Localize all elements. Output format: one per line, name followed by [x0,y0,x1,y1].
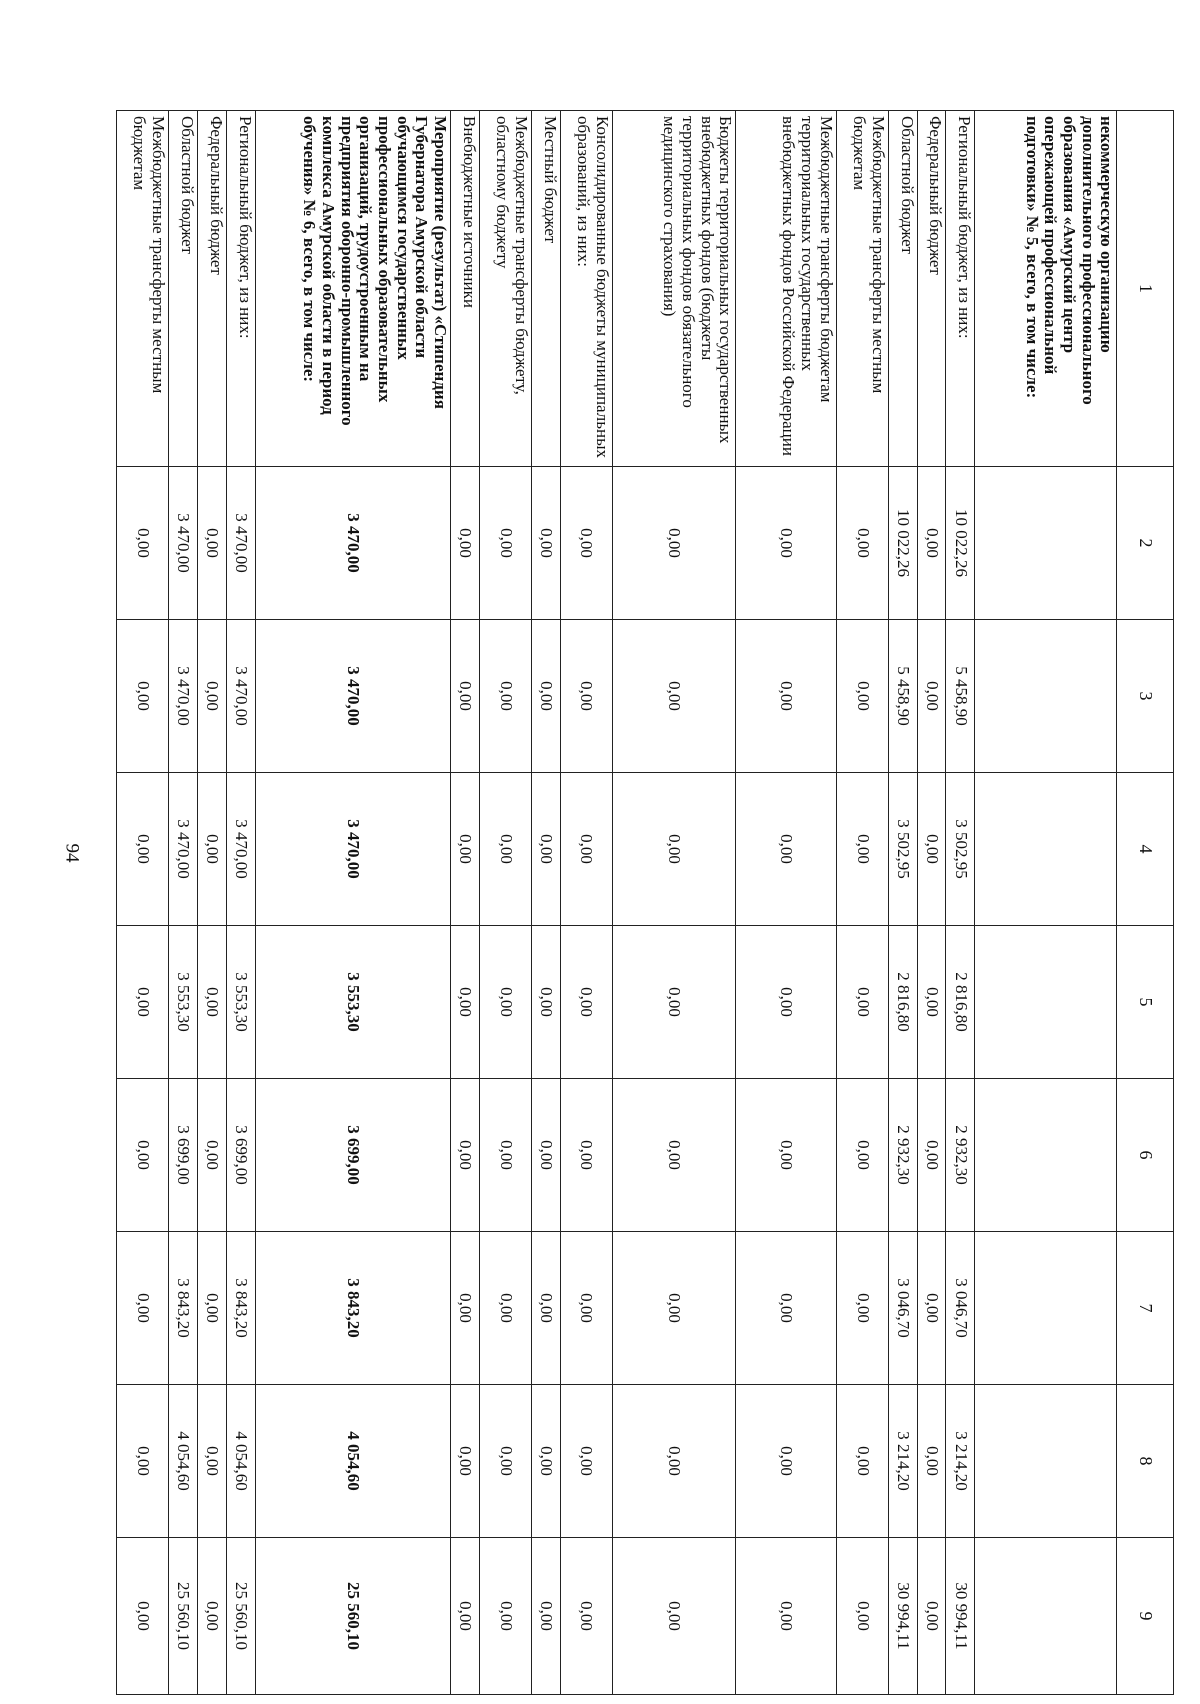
row-label: Межбюджетные трансферты бюджету, областному бюджету [479,111,531,467]
table-cell: 0,00 [197,467,226,620]
table-cell: 0,00 [479,620,531,773]
table-cell: 25 560,10 [255,1538,450,1695]
table-cell: 0,00 [450,926,479,1079]
table-cell: 0,00 [117,467,169,620]
table-cell: 3 553,30 [255,926,450,1079]
table-cell [975,1385,1117,1538]
table-cell: 0,00 [736,1538,837,1695]
table-cell: 0,00 [531,1079,560,1232]
column-header: 3 [1117,620,1174,773]
table-row [736,111,837,1695]
table-row [836,111,888,1695]
table-cell: 0,00 [531,926,560,1079]
table-cell: 0,00 [197,1232,226,1385]
table-cell [975,1538,1117,1695]
table-cell: 3 843,20 [255,1232,450,1385]
table-cell: 0,00 [117,1538,169,1695]
table-cell: 0,00 [917,1538,946,1695]
table-row [917,111,946,1695]
table-cell: 3 502,95 [946,773,975,926]
table-cell: 3 470,00 [169,467,198,620]
row-label: Межбюджетные трансферты бюджетам территориальных государственных внебюджетных фондов Российской Федерации [736,111,837,467]
table-cell: 0,00 [917,1232,946,1385]
table-cell: 0,00 [917,467,946,620]
table-cell: 3 470,00 [226,467,255,620]
table-cell: 0,00 [836,1232,888,1385]
table-cell: 0,00 [836,926,888,1079]
table-cell: 0,00 [117,1385,169,1538]
table-cell: 3 214,20 [946,1385,975,1538]
table-cell: 25 560,10 [226,1538,255,1695]
table-row [888,111,917,1695]
column-header: 7 [1117,1232,1174,1385]
column-header: 6 [1117,1079,1174,1232]
table-cell: 3 470,00 [226,620,255,773]
table-cell [975,1079,1117,1232]
table-cell: 0,00 [197,773,226,926]
table-cell: 0,00 [560,1079,612,1232]
table-cell: 25 560,10 [169,1538,198,1695]
table-cell: 0,00 [560,1538,612,1695]
table-cell: 2 932,30 [946,1079,975,1232]
table-cell: 0,00 [917,926,946,1079]
row-label: Региональный бюджет, из них: [226,111,255,467]
table-cell: 3 046,70 [946,1232,975,1385]
table-cell: 3 699,00 [169,1079,198,1232]
table-cell: 3 470,00 [255,620,450,773]
table-cell: 0,00 [612,1232,736,1385]
table-cell: 0,00 [117,1079,169,1232]
table-cell: 3 046,70 [888,1232,917,1385]
table-cell: 3 214,20 [888,1385,917,1538]
table-cell: 0,00 [117,926,169,1079]
table-cell: 3 470,00 [169,773,198,926]
table-cell: 5 458,90 [946,620,975,773]
table-cell: 0,00 [736,620,837,773]
table-cell: 3 699,00 [226,1079,255,1232]
table-cell: 0,00 [197,926,226,1079]
table-cell: 30 994,11 [888,1538,917,1695]
table-cell: 0,00 [836,467,888,620]
table-cell: 0,00 [479,773,531,926]
row-label: Бюджеты территориальных государственных внебюджетных фондов (бюджеты территориальных фондов обязательного медицинского страхования) [612,111,736,467]
table-cell: 2 816,80 [946,926,975,1079]
table-cell: 0,00 [531,467,560,620]
table-cell: 0,00 [117,620,169,773]
table-cell [975,1232,1117,1385]
table-cell: 0,00 [917,773,946,926]
table-row [975,111,1117,1695]
row-label: Федеральный бюджет [197,111,226,467]
table-cell: 0,00 [479,1232,531,1385]
table-cell: 0,00 [531,620,560,773]
row-label: Местный бюджет [531,111,560,467]
table-cell: 5 458,90 [888,620,917,773]
budget-table [116,110,1174,1695]
table-cell: 0,00 [560,467,612,620]
table-cell: 0,00 [736,1232,837,1385]
table-row [117,111,169,1695]
row-label: некоммерческую организацию дополнительного профессионального образования «Амурский центр опережающей профессиональной подготовки» № 5, всего, в том числе: [975,111,1117,467]
table-cell: 3 843,20 [226,1232,255,1385]
table-cell: 0,00 [479,1538,531,1695]
row-label: Областной бюджет [888,111,917,467]
table-cell: 0,00 [736,467,837,620]
page-number: 94 [61,843,83,863]
table-cell: 3 470,00 [226,773,255,926]
column-header: 1 [1117,111,1174,467]
table-cell: 3 470,00 [255,467,450,620]
table-cell: 0,00 [612,1385,736,1538]
table-row [479,111,531,1695]
table-cell: 0,00 [560,1385,612,1538]
table-row [946,111,975,1695]
table-cell: 4 054,60 [169,1385,198,1538]
table-cell: 0,00 [531,1538,560,1695]
table-cell: 0,00 [917,620,946,773]
row-label: Консолидированные бюджеты муниципальных образований, из них: [560,111,612,467]
table-cell: 0,00 [197,1385,226,1538]
table-cell: 0,00 [560,620,612,773]
table-cell: 0,00 [117,1232,169,1385]
column-header: 5 [1117,926,1174,1079]
column-header: 9 [1117,1538,1174,1695]
table-cell: 4 054,60 [226,1385,255,1538]
row-label: Мероприятие (результат) «Стипендия Губернатора Амурской области обучающимся государственных профессиональных образовательных организаций, трудоустроенным на предприятия оборонно-промышленного комплекса Амурской области в период обучения» № 6, всего, в том числе: [255,111,450,467]
table-cell: 0,00 [917,1079,946,1232]
table-cell: 0,00 [836,1538,888,1695]
row-label: Межбюджетные трансферты местным бюджетам [117,111,169,467]
table-cell: 0,00 [612,773,736,926]
table-cell: 0,00 [450,620,479,773]
rotated-table-container [48,110,1174,1694]
table-cell: 3 843,20 [169,1232,198,1385]
table-cell: 3 699,00 [255,1079,450,1232]
table-cell: 0,00 [479,926,531,1079]
table-cell: 0,00 [560,1232,612,1385]
row-label: Областной бюджет [169,111,198,467]
table-cell: 0,00 [736,1079,837,1232]
table-cell: 0,00 [736,1385,837,1538]
header-row [1117,111,1174,1695]
table-row [531,111,560,1695]
table-cell: 2 932,30 [888,1079,917,1232]
column-header: 4 [1117,773,1174,926]
table-row [169,111,198,1695]
table-cell: 0,00 [450,1232,479,1385]
table-cell: 0,00 [531,773,560,926]
column-header: 8 [1117,1385,1174,1538]
table-cell: 0,00 [450,1385,479,1538]
table-cell: 3 553,30 [169,926,198,1079]
table-cell: 0,00 [612,467,736,620]
table-cell: 0,00 [450,1079,479,1232]
row-label: Внебюджетные источники [450,111,479,467]
table-cell: 0,00 [531,1385,560,1538]
table-cell: 0,00 [836,1385,888,1538]
column-header: 2 [1117,467,1174,620]
table-cell: 0,00 [736,926,837,1079]
table-row [450,111,479,1695]
table-cell: 0,00 [197,620,226,773]
table-cell: 30 994,11 [946,1538,975,1695]
table-cell: 0,00 [479,467,531,620]
table-cell: 0,00 [612,1079,736,1232]
table-row [560,111,612,1695]
table-cell: 3 470,00 [169,620,198,773]
row-label: Межбюджетные трансферты местным бюджетам [836,111,888,467]
table-cell [975,620,1117,773]
table-cell: 0,00 [450,1538,479,1695]
row-label: Региональный бюджет, из них: [946,111,975,467]
table-cell: 0,00 [531,1232,560,1385]
table-cell: 3 470,00 [255,773,450,926]
table-cell: 3 502,95 [888,773,917,926]
table-cell: 0,00 [612,926,736,1079]
table-cell: 0,00 [836,620,888,773]
table-cell [975,467,1117,620]
table-cell: 10 022,26 [946,467,975,620]
table-cell [975,773,1117,926]
table-cell: 0,00 [560,926,612,1079]
table-row [226,111,255,1695]
table-cell: 10 022,26 [888,467,917,620]
table-cell: 0,00 [479,1385,531,1538]
table-cell: 0,00 [450,773,479,926]
table-row [612,111,736,1695]
table-cell: 0,00 [917,1385,946,1538]
table-cell: 0,00 [117,773,169,926]
table-cell: 0,00 [197,1538,226,1695]
table-cell: 0,00 [560,773,612,926]
table-cell: 0,00 [736,773,837,926]
table-cell [975,926,1117,1079]
table-cell: 0,00 [197,1079,226,1232]
table-cell: 0,00 [836,773,888,926]
table-row [255,111,450,1695]
table-cell: 2 816,80 [888,926,917,1079]
row-label: Федеральный бюджет [917,111,946,467]
table-cell: 0,00 [612,1538,736,1695]
table-cell: 0,00 [479,1079,531,1232]
table-cell: 0,00 [450,467,479,620]
table-cell: 0,00 [836,1079,888,1232]
table-cell: 3 553,30 [226,926,255,1079]
table-cell: 0,00 [612,620,736,773]
table-cell: 4 054,60 [255,1385,450,1538]
table-row [197,111,226,1695]
